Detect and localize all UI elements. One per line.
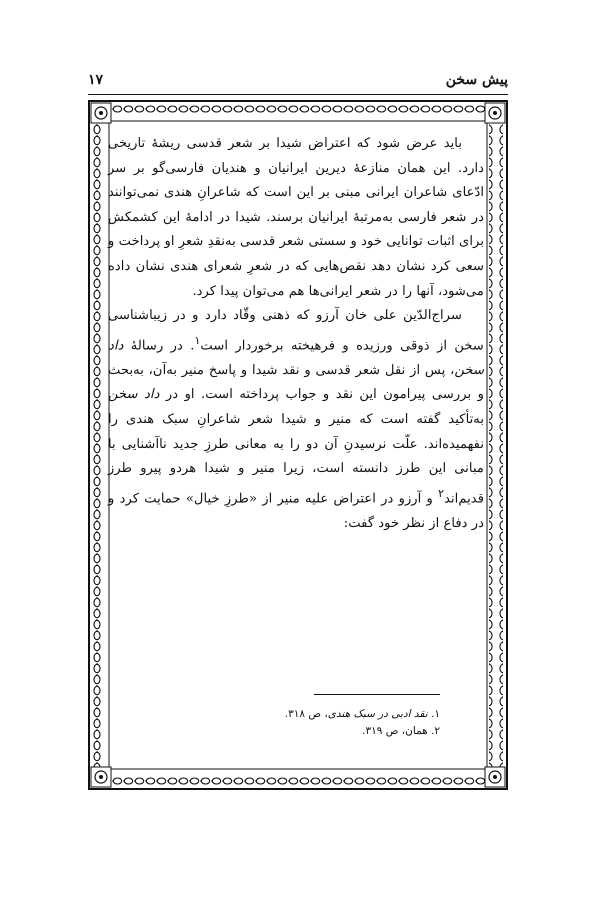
header-rule [88, 94, 508, 95]
book-title-dad-sokhan-1: داد سخن [108, 338, 484, 378]
footnote-1-title: نقد ادبی در سبک هندی [327, 708, 428, 720]
paragraph-2-text-c: ، پس از نقل شعر قدسی و نقد شیدا و پاسخ منیر به‌آن، به‌بحث و بررسی پیرامون این نقد و جواب پرداخته است. او در [108, 362, 484, 403]
paragraph-1: باید عرض شود که اعتراض شیدا بر شعر قدسی ریشهٔ تاریخی دارد. این همان منازعهٔ دیرین ایرانیان و هندیان فارسی‌گو بر سر ادّعای شاعران ایرانی مبنی بر این است که شاعرانِ هندی نمی‌توانند در شعر فارسی به‌مرتبهٔ ایرانیان برسند. شیدا در ادامهٔ این کشمکش برای اثبات توانایی خود و سستی شعر قدسی به‌نقدِ شعرِ او پرداخت و سعی کرد نشان دهد نقص‌هایی که در شعرِ شعرای هندی نشان داده می‌شود، آنها را در شعر ایرانی‌ها هم می‌توان پیدا کرد. [108, 136, 484, 299]
book-title-dad-sokhan-2: داد سخن [108, 387, 160, 403]
footnote-marker-1: ۱ [194, 333, 201, 347]
paragraph-2-text-b: . در رسالهٔ [123, 338, 195, 354]
paragraph-2-text-d: به‌تأکید گفته است که منیر و شیدا شعر شاعرانِ سبک هندی را نفهمیده‌اند. علّت نرسیدنِ آن دو را به معانی طرزِ جدید ناآشنایی با مبانی این طرز دانسته است، زیرا منیر و شیدا هردو پیرو طرز قدیم‌اند [108, 411, 484, 507]
paragraph-2-text-e: و آرزو در اعتراض علیه منیر از «طرزِ خیال» حمایت کرد و در دفاع از نظر خود گفت: [108, 491, 484, 531]
paragraph-2-text-a: سراج‌الدّین علی خان آرزو که ذهنی وقّاد دارد و در زیباشناسی سخن از ذوقی ورزیده و فرهیخته برخوردار است [108, 308, 484, 354]
footnote-marker-2: ۲ [438, 486, 445, 500]
footnote-separator [314, 694, 440, 695]
text-block [108, 132, 484, 772]
paragraph-2 [108, 304, 484, 536]
page-header [88, 72, 508, 94]
footnotes [120, 706, 440, 740]
footnote-1 [120, 706, 440, 723]
footnote-1-page: ، ص ۳۱۸. [284, 708, 328, 720]
footnote-2: ۲. همان، ص ۳۱۹. [362, 725, 440, 737]
running-title: پیش سخن [445, 72, 508, 88]
footnote-1-number: ۱. [431, 708, 440, 720]
page-number: ۱۷ [88, 72, 104, 88]
